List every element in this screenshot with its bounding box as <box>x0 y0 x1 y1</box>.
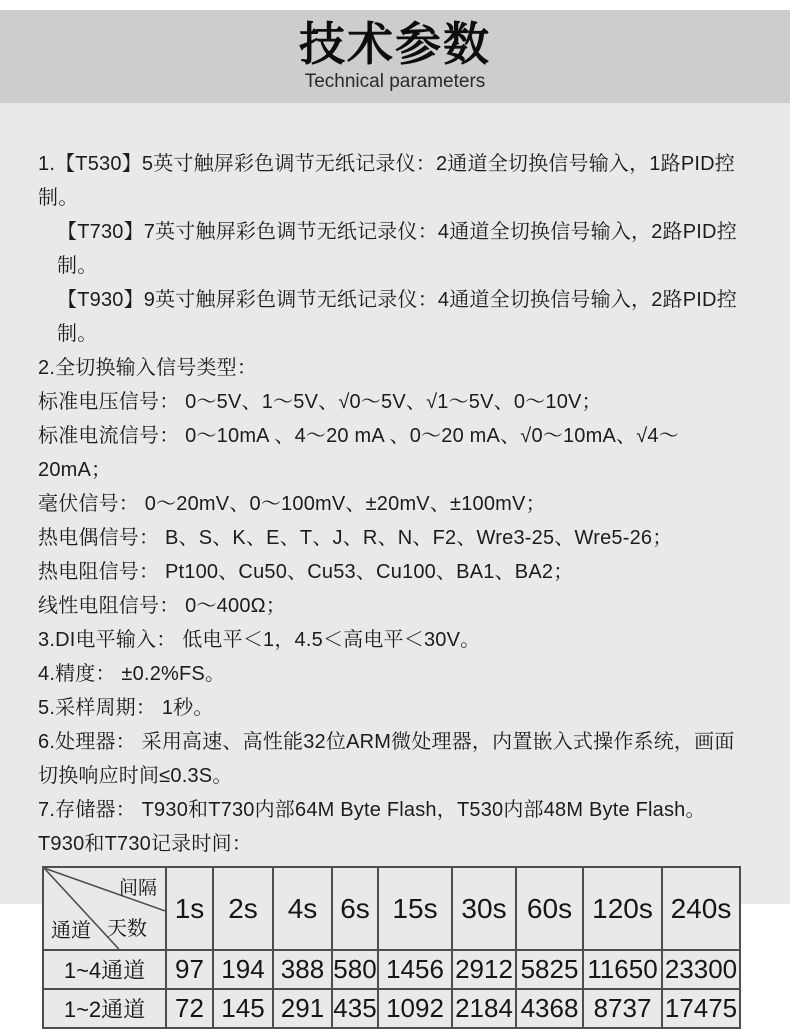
value-cell: 580 <box>332 950 378 989</box>
interval-header-cell: 60s <box>516 867 583 950</box>
table-corner-cell <box>43 867 166 950</box>
value-cell: 145 <box>213 989 273 1028</box>
corner-label-channel: 通道 <box>51 920 91 942</box>
value-cell: 1092 <box>378 989 452 1028</box>
corner-label-interval: 间隔 <box>118 878 157 899</box>
interval-header-cell: 30s <box>452 867 516 950</box>
spec-list <box>38 147 752 861</box>
value-cell: 5825 <box>516 950 583 989</box>
interval-header-cell: 6s <box>332 867 378 950</box>
spec-line-voltage-signals: 标准电压信号： 0～5V、1～5V、√0～5V、√1～5V、0～10V； <box>38 391 602 413</box>
spec-line-thermocouple-signals: 热电偶信号： B、S、K、E、T、J、R、N、F2、Wre3-25、Wre5-26； <box>38 527 673 549</box>
spec-line-memory: 7.存储器： T930和T730内部64M Byte Flash，T530内部48M Byte Flash。 <box>38 799 706 821</box>
spec-line-di-level: 3.DI电平输入： 低电平＜1，4.5＜高电平＜30V。 <box>38 629 481 651</box>
record-time-table <box>42 866 741 1029</box>
spec-line-rtd-signals: 热电阻信号： Pt100、Cu50、Cu53、Cu100、BA1、BA2； <box>38 561 574 583</box>
spec-line-linear-resistance: 线性电阻信号： 0～400Ω； <box>38 595 286 617</box>
page-title: 技术参数 <box>299 18 491 70</box>
spec-line-signal-types-heading: 2.全切换输入信号类型： <box>38 357 258 379</box>
table-header-row <box>43 867 740 950</box>
interval-header-cell: 15s <box>378 867 452 950</box>
table-row-ch1-2 <box>43 989 740 1028</box>
value-cell: 4368 <box>516 989 583 1028</box>
spec-line-record-time-heading: T930和T730记录时间： <box>38 833 252 855</box>
row-label-cell: 1~4通道 <box>43 950 166 989</box>
spec-line-millivolt-signals: 毫伏信号： 0～20mV、0～100mV、±20mV、±100mV； <box>38 493 546 515</box>
value-cell: 2912 <box>452 950 516 989</box>
interval-header-cell: 4s <box>273 867 332 950</box>
interval-header-cell: 240s <box>662 867 740 950</box>
value-cell: 194 <box>213 950 273 989</box>
interval-header-cell: 2s <box>213 867 273 950</box>
corner-label-days: 天数 <box>107 918 147 940</box>
spec-line-models-t530: 1.【T530】5英寸触屏彩色调节无纸记录仪：2通道全切换信号输入，1路PID控制。 <box>38 153 735 209</box>
content-area <box>0 103 790 1029</box>
value-cell: 435 <box>332 989 378 1028</box>
spec-line-models-t730: 【T730】7英寸触屏彩色调节无纸记录仪：4通道全切换信号输入，2路PID控制。 <box>57 221 737 277</box>
spec-line-models-t930: 【T930】9英寸触屏彩色调节无纸记录仪：4通道全切换信号输入，2路PID控制。 <box>57 289 737 345</box>
row-label-cell: 1~2通道 <box>43 989 166 1028</box>
value-cell: 72 <box>166 989 213 1028</box>
value-cell: 291 <box>273 989 332 1028</box>
interval-header-cell: 120s <box>583 867 662 950</box>
value-cell: 8737 <box>583 989 662 1028</box>
value-cell: 23300 <box>662 950 740 989</box>
spec-line-processor: 6.处理器： 采用高速、高性能32位ARM微处理器，内置嵌入式操作系统，画面切换响应时间≤0.3S。 <box>38 731 735 787</box>
interval-header-cell: 1s <box>166 867 213 950</box>
spec-line-accuracy: 4.精度： ±0.2%FS。 <box>38 663 226 685</box>
spec-line-current-signals: 标准电流信号： 0～10mA 、4～20 mA 、0～20 mA、√0～10mA、√4～20mA； <box>38 425 679 481</box>
value-cell: 1456 <box>378 950 452 989</box>
value-cell: 11650 <box>583 950 662 989</box>
page-subtitle: Technical parameters <box>304 71 486 92</box>
value-cell: 2184 <box>452 989 516 1028</box>
spec-line-sampling-period: 5.采样周期： 1秒。 <box>38 697 214 719</box>
value-cell: 388 <box>273 950 332 989</box>
value-cell: 97 <box>166 950 213 989</box>
value-cell: 17475 <box>662 989 740 1028</box>
table-row-ch1-4 <box>43 950 740 989</box>
title-band <box>0 10 790 103</box>
top-white-strip <box>0 0 790 10</box>
